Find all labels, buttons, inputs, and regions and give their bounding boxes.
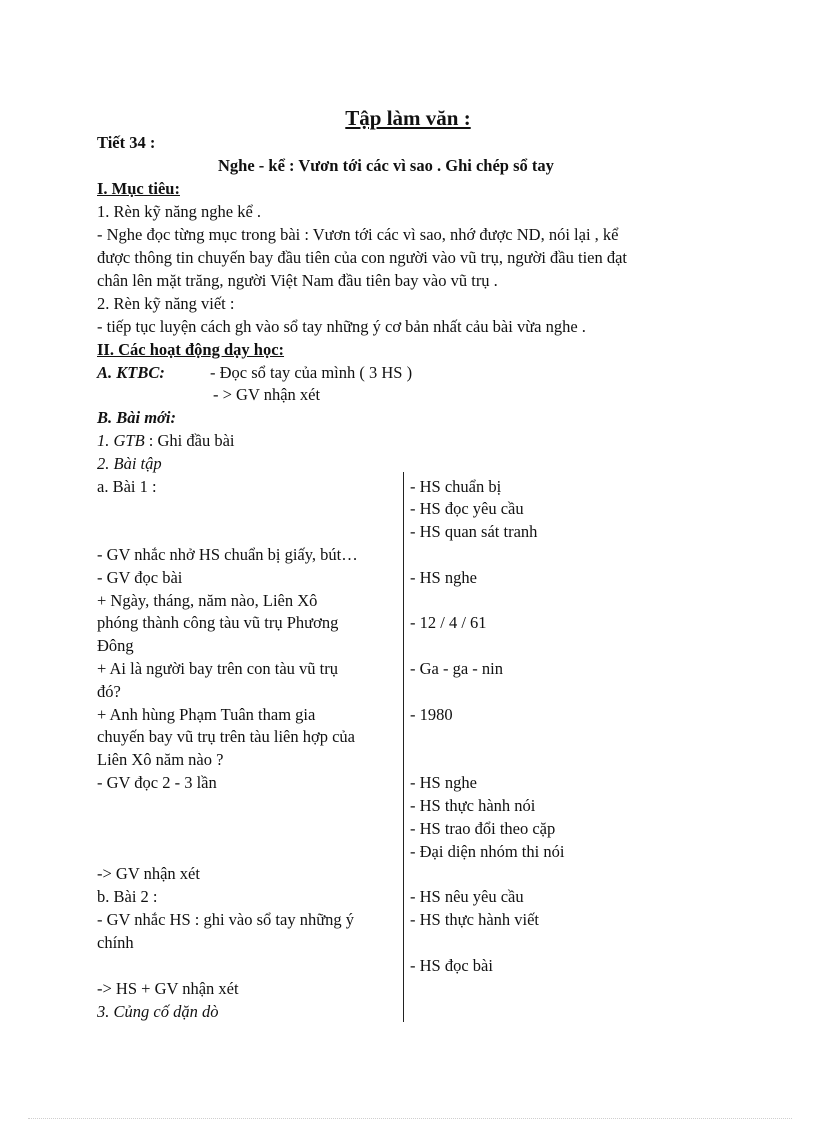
student-activity: - HS thực hành nói xyxy=(410,796,536,815)
teacher-activity: -> GV nhận xét xyxy=(97,864,200,883)
teacher-activity: - GV đọc 2 - 3 lần xyxy=(97,773,217,792)
student-activity: - HS đọc yêu cầu xyxy=(410,499,524,518)
student-activity: - HS chuẩn bị xyxy=(410,477,502,496)
objective-line: 1. Rèn kỹ năng nghe kể . xyxy=(97,202,262,221)
ktbc-line: - Đọc sổ tay của mình ( 3 HS ) xyxy=(210,363,413,382)
document-title: Tập làm văn : xyxy=(345,106,471,130)
teacher-activity: + Anh hùng Phạm Tuân tham gia xyxy=(97,705,316,724)
student-activity: - HS nêu yêu cầu xyxy=(410,887,524,906)
column-divider xyxy=(403,472,404,1022)
teacher-activity: - GV đọc bài xyxy=(97,568,183,587)
student-activity: - HS nghe xyxy=(410,568,477,587)
objective-line: 2. Rèn kỹ năng viết : xyxy=(97,294,235,313)
page-footer-line xyxy=(28,1118,792,1119)
teacher-activity: + Ngày, tháng, năm nào, Liên Xô xyxy=(97,591,318,610)
teacher-activity: -> HS + GV nhận xét xyxy=(97,979,239,998)
teacher-activity: chính xyxy=(97,933,134,952)
objective-line: - Nghe đọc từng mục trong bài : Vươn tới các vì sao, nhớ được ND, nói lại , kể xyxy=(97,225,619,244)
gtb-label: 1. GTB xyxy=(97,431,145,450)
lesson-subtitle: Nghe - kể : Vươn tới các vì sao . Ghi chép sổ tay xyxy=(218,156,554,175)
student-activity: - 1980 xyxy=(410,705,453,724)
student-activity: - HS nghe xyxy=(410,773,477,792)
lesson-number: Tiết 34 : xyxy=(97,133,156,152)
objective-line: - tiếp tục luyện cách gh vào sổ tay những ý cơ bản nhất cảu bài vừa nghe . xyxy=(97,317,586,336)
section2-heading: II. Các hoạt động dạy học: xyxy=(97,340,285,359)
exercise-heading: 2. Bài tập xyxy=(97,454,162,473)
ktbc-line: - > GV nhận xét xyxy=(213,385,321,404)
teacher-activity: đó? xyxy=(97,682,121,701)
new-lesson-label: B. Bài mới: xyxy=(97,408,176,427)
teacher-activity: chuyến bay vũ trụ trên tàu liên hợp của xyxy=(97,727,355,746)
gtb-line xyxy=(97,430,235,452)
teacher-activity: - GV nhắc HS : ghi vào sổ tay những ý xyxy=(97,910,355,929)
student-activity: - HS quan sát tranh xyxy=(410,522,538,541)
section1-heading: I. Mục tiêu: xyxy=(97,179,180,198)
student-activity: - Đại diện nhóm thi nói xyxy=(410,842,565,861)
teacher-activity: Liên Xô năm nào ? xyxy=(97,750,224,769)
objective-line: được thông tin chuyến bay đầu tiên của con người vào vũ trụ, người đầu tien đạt xyxy=(97,248,628,267)
teacher-activity: + Ai là người bay trên con tàu vũ trụ xyxy=(97,659,338,678)
gtb-text: : Ghi đầu bài xyxy=(144,431,235,450)
student-activity: - HS thực hành viết xyxy=(410,910,540,929)
student-activity: - Ga - ga - nin xyxy=(410,659,504,678)
teacher-activity: Đông xyxy=(97,636,134,655)
teacher-activity: phóng thành công tàu vũ trụ Phương xyxy=(97,613,339,632)
teacher-activity: b. Bài 2 : xyxy=(97,887,158,906)
teacher-activity: - GV nhắc nhở HS chuẩn bị giấy, bút… xyxy=(97,545,358,564)
ktbc-label: A. KTBC: xyxy=(97,363,165,382)
student-activity: - HS đọc bài xyxy=(410,956,493,975)
teacher-activity: 3. Củng cố dặn dò xyxy=(97,1002,219,1021)
student-activity: - 12 / 4 / 61 xyxy=(410,613,487,632)
teacher-activity: a. Bài 1 : xyxy=(97,477,157,496)
student-activity: - HS trao đổi theo cặp xyxy=(410,819,556,838)
objective-line: chân lên mặt trăng, người Việt Nam đầu tiên bay vào vũ trụ . xyxy=(97,271,498,290)
